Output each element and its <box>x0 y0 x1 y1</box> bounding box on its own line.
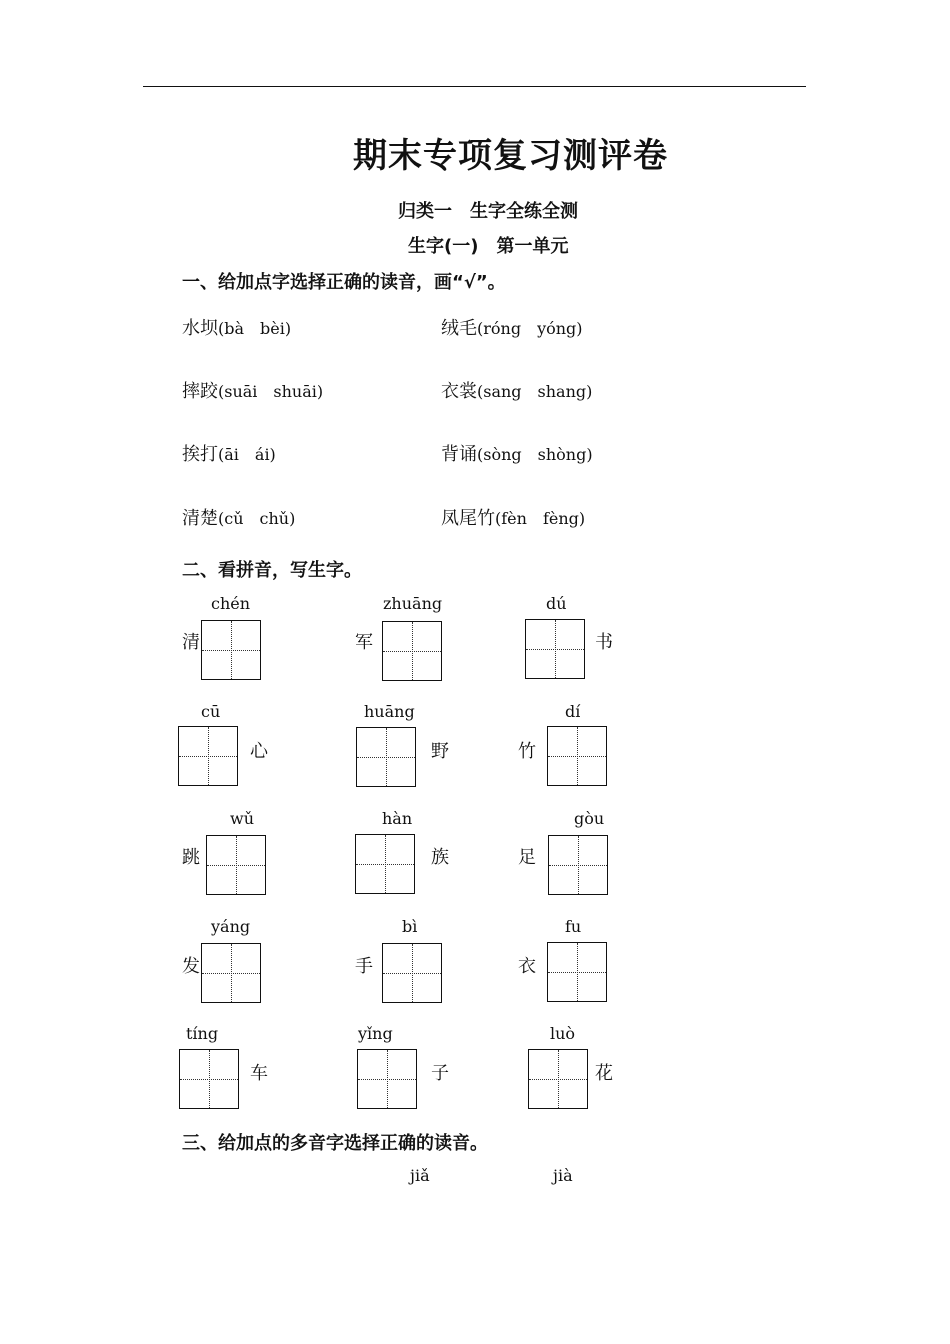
context-char: 发 <box>182 956 200 977</box>
writing-box[interactable] <box>355 834 415 894</box>
pinyin-label: jià <box>553 1166 573 1185</box>
context-char: 心 <box>250 741 268 762</box>
writing-box[interactable] <box>382 943 442 1003</box>
writing-box[interactable] <box>178 726 238 786</box>
writing-box[interactable] <box>528 1049 588 1109</box>
pinyin-label: luò <box>550 1024 576 1043</box>
pinyin-label: dí <box>565 702 581 721</box>
pinyin-label: yǐng <box>358 1024 393 1043</box>
pinyin-label: gòu <box>574 809 605 828</box>
context-char: 军 <box>355 632 373 653</box>
reading-item: 挨打(āi ái) <box>182 444 276 465</box>
pinyin-label: yáng <box>211 917 251 936</box>
pinyin-label: chén <box>211 594 251 613</box>
section-1-heading: 一、给加点字选择正确的读音，画“√”。 <box>182 272 506 293</box>
writing-box[interactable] <box>525 619 585 679</box>
context-char: 手 <box>355 956 373 977</box>
unit-heading: 生字(一) 第一单元 <box>408 236 569 257</box>
section-3-heading: 三、给加点的多音字选择正确的读音。 <box>182 1133 488 1154</box>
writing-box[interactable] <box>547 942 607 1002</box>
writing-box[interactable] <box>201 620 261 680</box>
reading-item: 衣裳(sang shang) <box>441 381 593 402</box>
writing-box[interactable] <box>357 1049 417 1109</box>
writing-box[interactable] <box>356 727 416 787</box>
context-char: 花 <box>595 1063 613 1084</box>
pinyin-label: cū <box>201 702 221 721</box>
reading-item: 绒毛(róng yóng) <box>441 318 583 339</box>
context-char: 车 <box>250 1063 268 1084</box>
pinyin-label: jiǎ <box>410 1166 430 1185</box>
header-rule <box>143 86 806 87</box>
writing-box[interactable] <box>206 835 266 895</box>
page-title: 期末专项复习测评卷 <box>353 136 668 176</box>
context-char: 野 <box>431 741 449 762</box>
context-char: 书 <box>595 632 613 653</box>
context-char: 子 <box>431 1063 449 1084</box>
pinyin-label: huāng <box>364 702 415 721</box>
pinyin-label: fu <box>565 917 582 936</box>
pinyin-label: zhuāng <box>383 594 443 613</box>
section-2-heading: 二、看拼音，写生字。 <box>182 560 362 581</box>
reading-item: 背诵(sòng shòng) <box>441 444 593 465</box>
reading-item: 清楚(cǔ chǔ) <box>182 508 296 529</box>
context-char: 衣 <box>518 956 536 977</box>
writing-box[interactable] <box>547 726 607 786</box>
context-char: 清 <box>182 632 200 653</box>
writing-box[interactable] <box>382 621 442 681</box>
reading-item: 摔跤(suāi shuāi) <box>182 381 324 402</box>
pinyin-label: hàn <box>382 809 413 828</box>
pinyin-label: tíng <box>186 1024 219 1043</box>
context-char: 足 <box>518 847 536 868</box>
context-char: 竹 <box>518 741 536 762</box>
context-char: 跳 <box>182 847 200 868</box>
pinyin-label: dú <box>546 594 567 613</box>
writing-box[interactable] <box>548 835 608 895</box>
reading-item: 凤尾竹(fèn fèng) <box>441 508 586 529</box>
category-heading: 归类一 生字全练全测 <box>398 201 578 222</box>
reading-item: 水坝(bà bèi) <box>182 318 292 339</box>
pinyin-label: wǔ <box>230 809 254 828</box>
writing-box[interactable] <box>201 943 261 1003</box>
writing-box[interactable] <box>179 1049 239 1109</box>
context-char: 族 <box>431 847 449 868</box>
pinyin-label: bì <box>402 917 418 936</box>
